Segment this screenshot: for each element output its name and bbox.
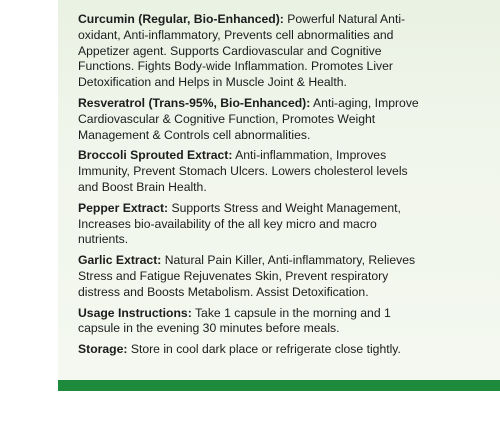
- ingredient-description: Natural Pain Killer, Anti-inflammatory, Relieves Stress and Fatigue Rejuvenates Skin, Prevent respiratory distress and Boosts Metabolism. Assist Detoxification.: [78, 253, 416, 299]
- ingredient-name: Resveratrol (Trans-95%, Bio-Enhanced):: [78, 95, 311, 110]
- ingredient-name: Broccoli Sprouted Extract:: [78, 148, 233, 163]
- storage-heading: Storage:: [78, 342, 128, 357]
- ingredient-name: Pepper Extract:: [78, 200, 169, 215]
- usage-text: Take 1 capsule in the morning and 1 capsule in the evening 30 minutes before meals.: [78, 305, 391, 336]
- ingredient-name: Garlic Extract:: [78, 253, 162, 268]
- ingredient-description: Anti-inflammation, Improves Immunity, Prevent Stomach Ulcers. Lowers cholesterol levels and Boost Brain Health.: [78, 148, 408, 194]
- storage-text: Store in cool dark place or refrigerate close tightly.: [130, 342, 401, 357]
- ingredient-resveratrol: [78, 96, 423, 143]
- storage-instructions: [78, 342, 423, 358]
- ingredient-garlic: [78, 253, 423, 300]
- ingredient-broccoli: [78, 148, 423, 195]
- ingredient-description: Supports Stress and Weight Management, Increases bio-availability of the all key micro and macro nutrients.: [78, 200, 401, 247]
- ingredient-curcumin: [78, 12, 423, 91]
- usage-instructions: [78, 306, 423, 338]
- ingredient-description: Powerful Natural Anti-oxidant, Anti-inflammatory, Prevents cell abnormalities and Appetizer agent. Supports Cardiovascular and Cognitive Functions. Fights Body-wide Inflammation. Promotes Liver Detoxification and Helps in Muscle Joint & Health.: [78, 12, 406, 90]
- green-band: [58, 380, 500, 391]
- label-text-block: [78, 12, 423, 363]
- usage-heading: Usage Instructions:: [78, 305, 192, 320]
- ingredient-description: Anti-aging, Improve Cardiovascular & Cognitive Function, Promotes Weight Management & Controls cell abnormalities.: [78, 95, 419, 142]
- ingredient-name: Curcumin (Regular, Bio-Enhanced):: [78, 12, 284, 26]
- ingredient-pepper: [78, 201, 423, 248]
